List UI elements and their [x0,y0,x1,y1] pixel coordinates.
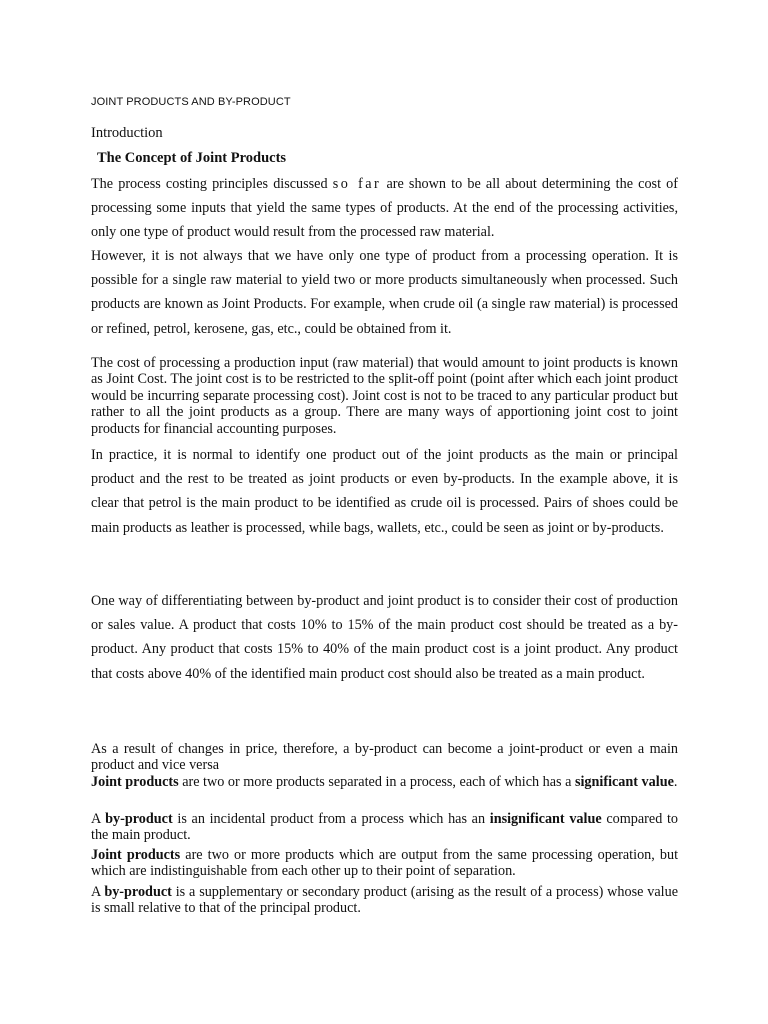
paragraph-price-changes: As a result of changes in price, therefore, a by-product can become a joint-product or even a main product and vice versa [91,741,678,774]
definition-text: is an incidental product from a process which has an [172,811,490,827]
definition-by-product-2 [91,884,678,917]
definition-joint-products-1 [91,774,678,790]
definition-text: is a supplementary or secondary product (arising as the result of a process) whose value is small relative to that of the principal product. [91,884,679,917]
paragraph-text-spaced: so far [332,176,382,192]
defined-term: by-product [104,884,172,900]
paragraph-process-costing [91,172,678,245]
definition-text: A [91,884,105,900]
defined-term: Joint products [91,847,181,863]
paragraph-practice: In practice, it is normal to identify one product out of the joint products as the main or principal product and the rest to be treated as joint products or even by-products. In the example above, it is clear that petrol is the main product to be identified as crude oil is processed. Pairs of shoes could be main products as leather is processed, while bags, wallets, etc., could be seen as joint or by-products. [91,447,678,536]
paragraph-text: are shown to be all about determining the cost of processing some inputs that yield the same types of products. At the end of the processing activities, only one type of product would result from the processed raw material. [91,176,678,241]
definition-text: are two or more products which are output from the same processing operation, but which are indistinguishable from each other up to their point of separation. [91,847,679,880]
document-title: JOINT PRODUCTS AND BY-PRODUCT [91,96,291,108]
defined-term: Joint products [91,774,179,790]
definition-text: . [673,774,678,790]
defined-term: by-product [105,811,173,827]
paragraph-differentiating: One way of differentiating between by-product and joint product is to consider their cost of production or sales value. A product that costs 10% to 15% of the main product cost should be treated as a by-product. Any product that costs 15% to 40% of the main product cost is a joint product. Any product that costs above 40% of the identified main product cost should also be treated as a main product. [91,593,678,682]
section-heading: The Concept of Joint Products [97,150,287,166]
emphasis-text: insignificant value [489,811,602,827]
definition-text: are two or more products separated in a process, each of which has a [178,774,575,790]
paragraph-joint-products-intro: However, it is not always that we have only one type of product from a processing operation. It is possible for a single raw material to yield two or more products simultaneously when processed. Such products are known as Joint Products. For example, when crude oil (a single raw material) is processed or refined, petrol, kerosene, gas, etc., could be obtained from it. [91,248,678,337]
definition-text: compared to the main product. [91,811,679,844]
paragraph-text: The process costing principles discussed [91,176,328,192]
definition-text: A [91,811,106,827]
emphasis-text: significant value [574,774,674,790]
paragraph-joint-cost: The cost of processing a production input (raw material) that would amount to joint products is known as Joint Cost. The joint cost is to be restricted to the split-off point (point after which each joint product would be incurring separate processing cost). Joint cost is not to be traced to any particular product but rather to all the joint products as a group. There are many ways of apportioning joint cost to joint products for financial accounting purposes. [91,355,678,437]
definition-joint-products-2 [91,847,678,880]
introduction-heading: Introduction [91,125,163,141]
definition-by-product-1 [91,811,678,844]
